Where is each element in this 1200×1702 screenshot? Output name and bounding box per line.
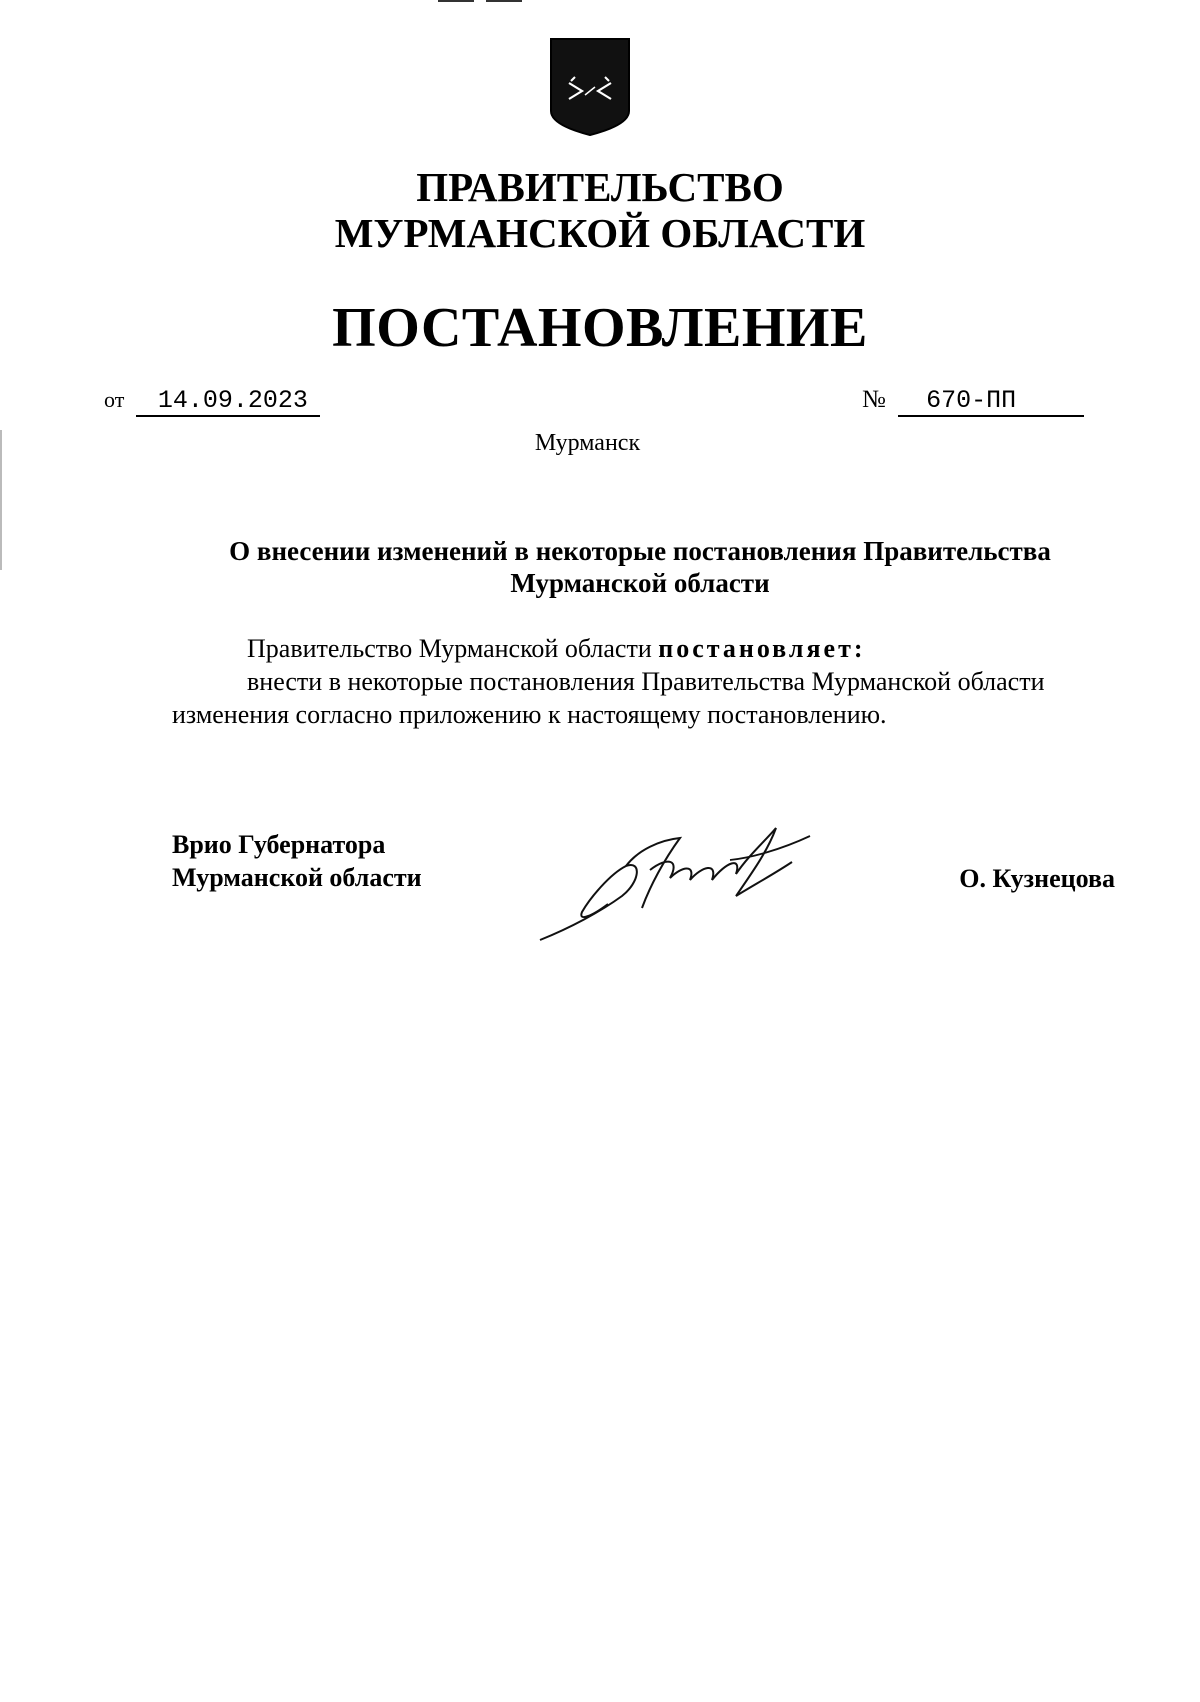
signer-name: О. Кузнецова bbox=[959, 864, 1115, 893]
government-name-line1: ПРАВИТЕЛЬСТВО bbox=[416, 164, 784, 210]
decision-word: постановляет: bbox=[658, 634, 866, 663]
document-type-title: ПОСТАНОВЛЕНИЕ bbox=[332, 297, 868, 359]
document-body bbox=[172, 632, 1132, 731]
body-text-line1: внести в некоторые постановления Правительства Мурманской области bbox=[247, 667, 1045, 696]
government-name-line2: МУРМАНСКОЙ ОБЛАСТИ bbox=[334, 210, 866, 256]
government-name bbox=[0, 164, 1200, 256]
handwritten-signature bbox=[530, 800, 820, 950]
body-intro: Правительство Мурманской области bbox=[247, 634, 652, 663]
city: Мурманск bbox=[534, 430, 641, 456]
date-prefix: от bbox=[104, 387, 125, 412]
signer-position bbox=[172, 828, 422, 894]
body-text-line2: изменения согласно приложению к настоящему постановлению. bbox=[172, 700, 887, 729]
coat-of-arms-icon bbox=[549, 37, 631, 137]
date-field bbox=[104, 386, 320, 417]
scan-artifact-top bbox=[438, 0, 522, 3]
number-prefix: № bbox=[862, 386, 886, 413]
subject-line1: О внесении изменений в некоторые постановления Правительства bbox=[229, 536, 1051, 566]
body-intro-paragraph bbox=[172, 632, 1132, 665]
number-value: 670-ПП bbox=[898, 386, 1084, 417]
number-field bbox=[862, 386, 1084, 417]
signer-position-line1: Врио Губернатора bbox=[172, 830, 386, 859]
date-value: 14.09.2023 bbox=[136, 386, 320, 417]
signer-position-line2: Мурманской области bbox=[172, 863, 422, 892]
document-subject bbox=[195, 535, 1085, 599]
subject-line2: Мурманской области bbox=[510, 568, 770, 598]
